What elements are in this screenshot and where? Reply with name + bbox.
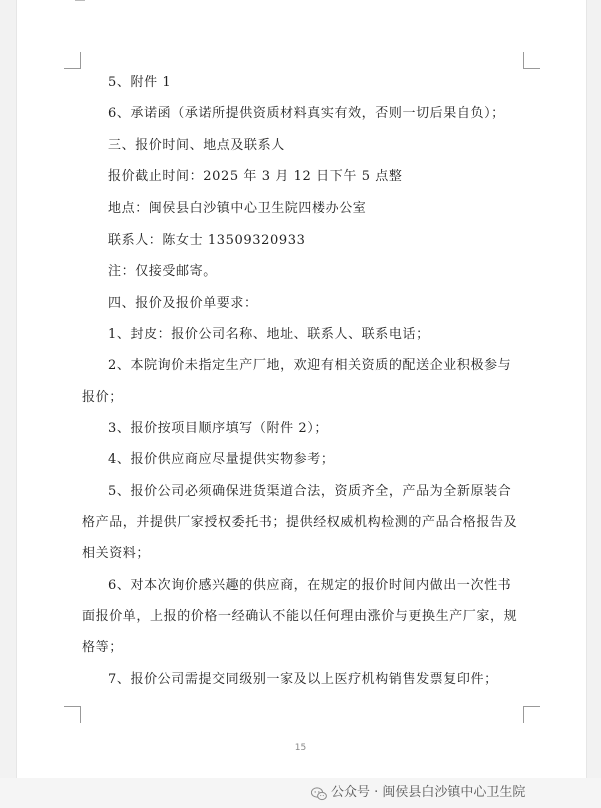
- crop-mark-top-left: [64, 52, 81, 69]
- top-crop-mark: [75, 0, 85, 4]
- commitment-item: 6、承诺函（承诺所提供资质材料真实有效，否则一切后果自负）；: [108, 106, 505, 121]
- requirement-item-6-continued: 格等；: [82, 640, 123, 655]
- wechat-footer: [0, 778, 601, 808]
- section-heading-quote-requirements: 四、报价及报价单要求：: [108, 296, 258, 311]
- requirement-item-6-continued: 面报价单，上报的价格一经确认不能以任何理由涨价与更换生产厂家，规: [82, 609, 518, 624]
- requirement-item-1: 1、封皮：报价公司名称、地址、联系人、联系电话；: [108, 327, 430, 342]
- deadline-text: 报价截止时间：2025 年 3 月 12 日下午 5 点整: [108, 169, 403, 184]
- requirement-item-2: 2、本院询价未指定生产厂地，欢迎有相关资质的配送企业积极参与: [108, 358, 512, 373]
- requirement-item-5: 5、报价公司必须确保进货渠道合法，资质齐全，产品为全新原装合: [108, 484, 512, 499]
- wechat-account-label: 公众号 · 闽侯县白沙镇中心卫生院: [331, 785, 526, 800]
- page-number: 15: [294, 743, 307, 753]
- crop-mark-bottom-left: [64, 706, 81, 723]
- section-heading-quote-time: 三、报价时间、地点及联系人: [108, 138, 285, 153]
- note-text: 注：仅接受邮寄。: [108, 264, 217, 279]
- contact-text: 联系人：陈女士 13509320933: [108, 233, 306, 248]
- crop-mark-bottom-right: [523, 706, 540, 723]
- attachment-item: 5、附件 1: [108, 75, 172, 90]
- requirement-item-4: 4、报价供应商应尽量提供实物参考；: [108, 452, 335, 467]
- requirement-item-5-continued: 格产品，并提供厂家授权委托书；提供经权威机构检测的产品合格报告及: [82, 515, 518, 530]
- requirement-item-7: 7、报价公司需提交同级别一家及以上医疗机构销售发票复印件；: [108, 672, 498, 687]
- requirement-item-6: 6、对本次询价感兴趣的供应商，在规定的报价时间内做出一次性书: [108, 578, 512, 593]
- location-text: 地点：闽侯县白沙镇中心卫生院四楼办公室: [108, 201, 367, 216]
- requirement-item-2-continued: 报价；: [82, 390, 123, 405]
- requirement-item-5-continued: 相关资料；: [82, 546, 151, 561]
- requirement-item-3: 3、报价按项目顺序填写（附件 2）；: [108, 421, 328, 436]
- crop-mark-top-right: [523, 52, 540, 69]
- wechat-icon: [311, 786, 327, 800]
